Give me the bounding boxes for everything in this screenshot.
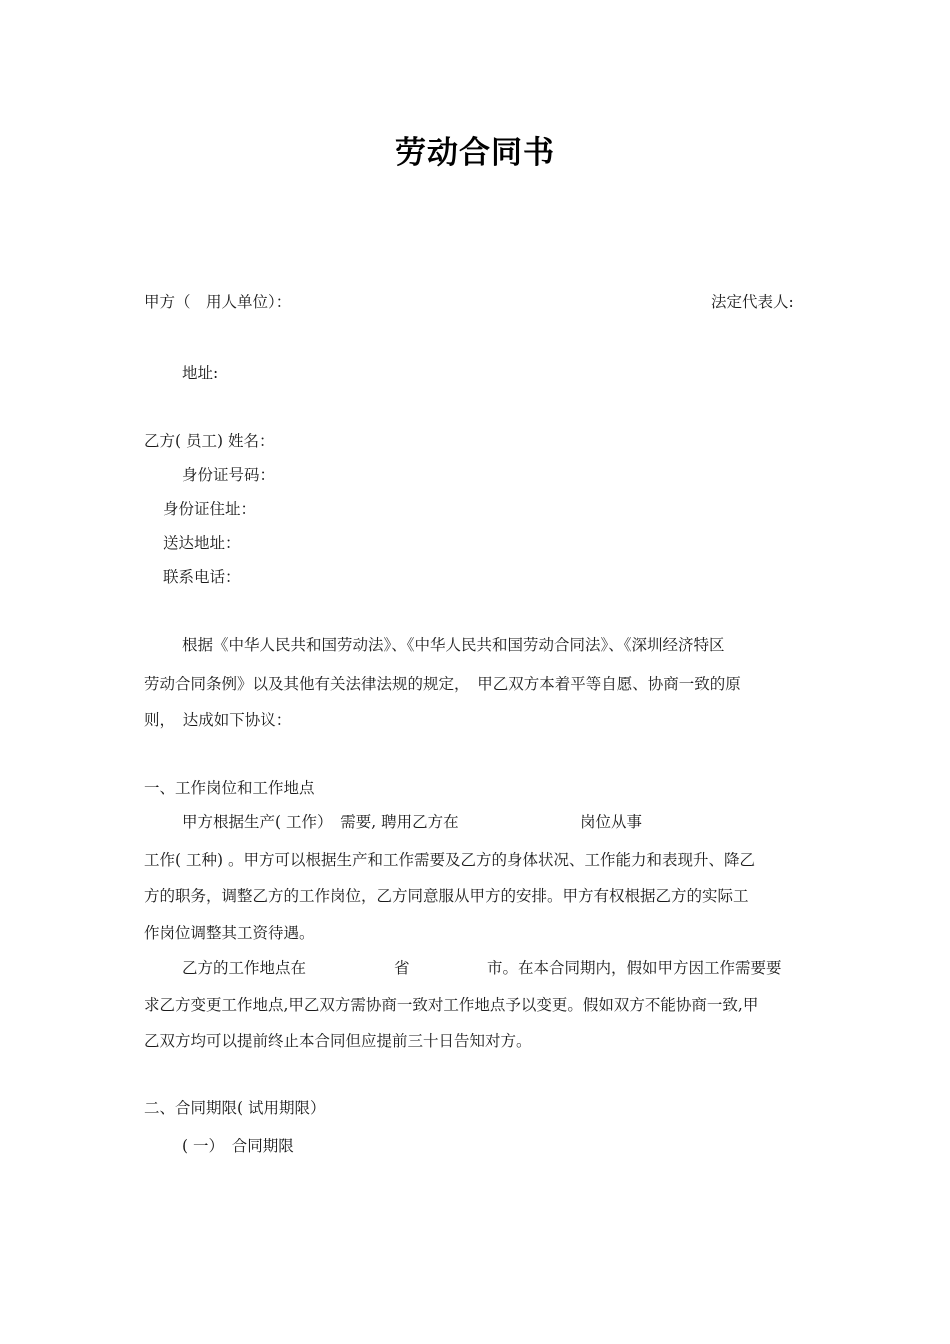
party-b-id-address-label: 身份证住址： bbox=[163, 500, 257, 518]
preamble-line: 根据《中华人民共和国劳动法》、《中华人民共和国劳动合同法》、《深圳经济特区 bbox=[182, 636, 725, 654]
section-1-para2-line: 乙双方均可以提前终止本合同但应提前三十日告知对方。 bbox=[144, 1032, 532, 1050]
party-b-delivery-address-label: 送达地址： bbox=[163, 534, 241, 552]
section-2-subheading: ( 一） 合同期限 bbox=[182, 1137, 294, 1155]
section-1-para1-line: 方的职务，调整乙方的工作岗位，乙方同意服从甲方的安排。甲方有权根据乙方的实际工 bbox=[144, 887, 749, 905]
section-1-para2-line: 求乙方变更工作地点,甲乙双方需协商一致对工作地点予以变更。假如双方不能协商一致,甲 bbox=[144, 996, 759, 1014]
preamble-line: 则， 达成如下协议： bbox=[144, 711, 292, 729]
party-a-address-label: 地址: bbox=[182, 364, 219, 382]
section-1-para1-start: 甲方根据生产( 工作） 需要, 聘用乙方在 bbox=[182, 813, 459, 831]
section-2-heading: 二、合同期限( 试用期限） bbox=[144, 1099, 326, 1117]
party-b-id-number-label: 身份证号码： bbox=[182, 466, 276, 484]
party-b-name-label: 乙方( 员工) 姓名： bbox=[144, 432, 275, 450]
document-title: 劳动合同书 bbox=[395, 135, 555, 171]
preamble-line: 劳动合同条例》以及其他有关法律法规的规定， 甲乙双方本着平等自愿、协商一致的原 bbox=[144, 675, 741, 693]
section-1-heading: 一、工作岗位和工作地点 bbox=[144, 779, 315, 797]
party-a-label: 甲方（ 用人单位）： bbox=[144, 293, 292, 311]
section-1-para1-position: 岗位从事 bbox=[580, 813, 643, 831]
section-1-para2-city: 市。在本合同期内，假如甲方因工作需要要 bbox=[487, 959, 782, 977]
section-1-para2-start: 乙方的工作地点在 bbox=[182, 959, 307, 977]
legal-representative-label: 法定代表人: bbox=[711, 293, 794, 311]
section-1-para1-line: 作岗位调整其工资待遇。 bbox=[144, 924, 315, 942]
party-b-phone-label: 联系电话： bbox=[163, 568, 241, 586]
section-1-para1-line: 工作( 工种) 。甲方可以根据生产和工作需要及乙方的身体状况、工作能力和表现升、降乙 bbox=[144, 851, 755, 869]
section-1-para2-province: 省 bbox=[394, 959, 410, 977]
